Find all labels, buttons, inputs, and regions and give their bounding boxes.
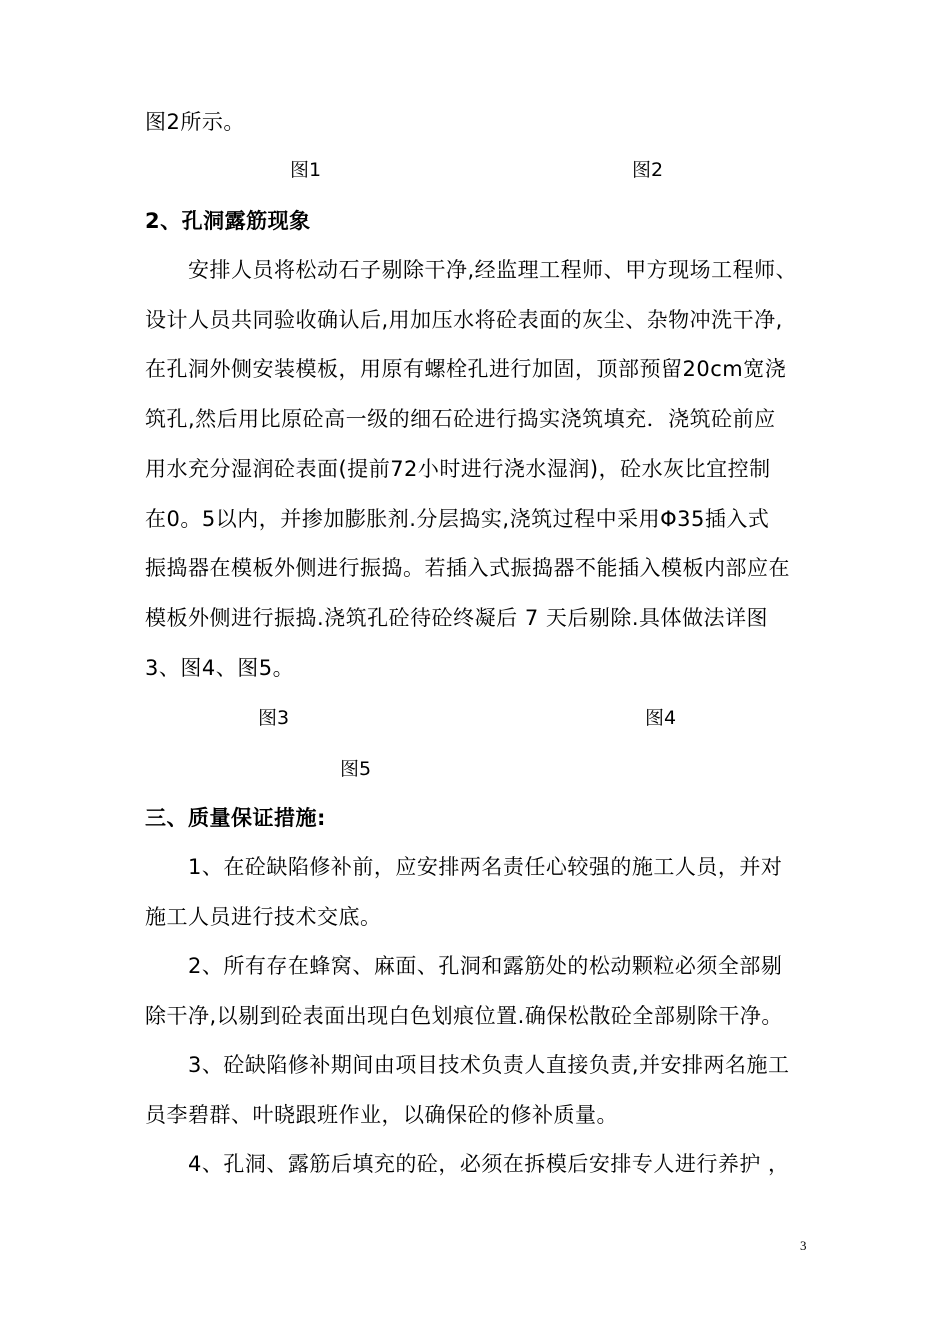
paragraph-line: 振捣器在模板外侧进行振捣。若插入式振捣器不能插入模板内部应在 — [145, 556, 790, 580]
paragraph-line: 在0。5以内，并掺加膨胀剂.分层捣实,浇筑过程中采用Φ35插入式 — [145, 507, 770, 531]
paragraph-line: 在孔洞外侧安装模板，用原有螺栓孔进行加固，顶部预留20cm宽浇 — [145, 357, 787, 381]
paragraph-line: 3、图4、图5。 — [145, 656, 295, 680]
paragraph-line: 用水充分湿润砼表面(提前72小时进行浇水湿润)，砼水灰比宜控制 — [145, 457, 771, 481]
item-line: 员李碧群、叶晓跟班作业，以确保砼的修补质量。 — [145, 1103, 618, 1127]
section-3-heading: 三、质量保证措施: — [145, 806, 326, 830]
page-number: 3 — [800, 1238, 807, 1253]
paragraph-line: 筑孔,然后用比原砼高一级的细石砼进行捣实浇筑填充．浇筑砼前应 — [145, 407, 776, 431]
intro-line: 图2所示。 — [145, 110, 245, 134]
item-line: 施工人员进行技术交底。 — [145, 905, 382, 929]
figure-1-caption: 图1 — [290, 159, 322, 181]
figure-4-caption: 图4 — [645, 707, 677, 729]
item-line: 2、所有存在蜂窝、麻面、孔洞和露筋处的松动颗粒必须全部剔 — [188, 954, 783, 978]
figure-5-caption: 图5 — [340, 758, 372, 780]
item-line: 4、孔洞、露筋后填充的砼，必须在拆模后安排专人进行养护 ， — [188, 1152, 790, 1176]
figure-2-caption: 图2 — [632, 159, 664, 181]
paragraph-line: 设计人员共同验收确认后,用加压水将砼表面的灰尘、杂物冲洗干净, — [145, 308, 783, 332]
section-2-heading: 2、孔洞露筋现象 — [145, 209, 311, 233]
item-line: 除干净,以剔到砼表面出现白色划痕位置.确保松散砼全部剔除干净。 — [145, 1004, 783, 1028]
item-line: 3、砼缺陷修补期间由项目技术负责人直接负责,并安排两名施工 — [188, 1053, 790, 1077]
figure-3-caption: 图3 — [258, 707, 290, 729]
paragraph-line: 安排人员将松动石子剔除干净,经监理工程师、甲方现场工程师、 — [188, 258, 798, 282]
item-line: 1、在砼缺陷修补前，应安排两名责任心较强的施工人员，并对 — [188, 855, 783, 879]
paragraph-line: 模板外侧进行振捣.浇筑孔砼待砼终凝后 7 天后剔除.具体做法详图 — [145, 606, 769, 630]
